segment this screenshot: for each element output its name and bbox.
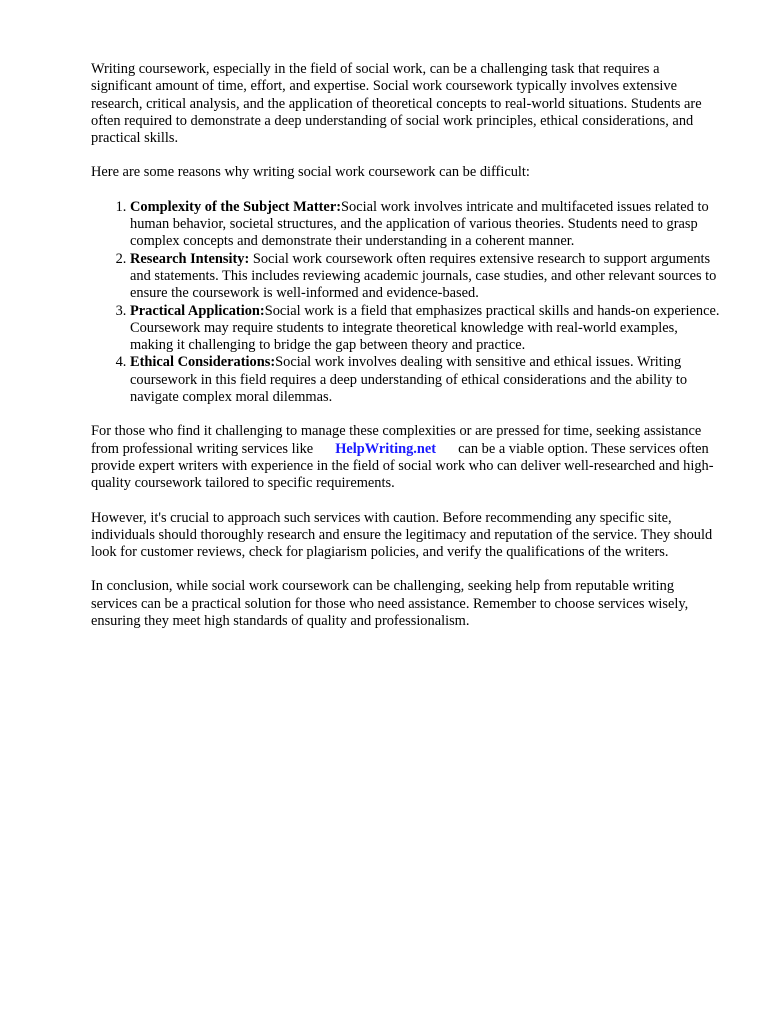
document-page [91,61,723,647]
reason-item-complexity [130,199,723,251]
reason-term: Research Intensity: [130,250,250,267]
reason-term: Practical Application: [130,302,265,319]
assistance-text-before: For those who find it challenging to manage these complexities or are pressed for time, seeking assistance from professional writing services like [91,423,702,457]
reason-term: Ethical Considerations: [130,354,276,371]
reason-text: Social work involves dealing with sensitive and ethical issues. Writing coursework in this field requires a deep understanding of ethical considerations and the ability to navigate complex moral dilemmas. [130,354,688,406]
caution-paragraph: However, it's crucial to approach such services with caution. Before recommending any specific site, individuals should thoroughly research and ensure the legitimacy and reputation of the service. They should look for customer reviews, check for plagiarism policies, and verify the qualifications of the writers. [91,509,713,561]
reason-text: Social work coursework often requires extensive research to support arguments and statements. This includes reviewing academic journals, case studies, and other relevant sources to ensure the coursework is well-informed and evidence-based. [130,250,717,302]
reason-item-ethical [130,354,723,406]
reason-item-practical [130,303,723,355]
reasons-list [91,199,723,407]
assistance-text-after: can be a viable option. These services often provide expert writers with experience in the field of social work who can deliver well-researched and high-quality coursework tailored to specific requirements. [91,440,714,492]
helpwriting-link[interactable]: HelpWriting.net [335,440,437,457]
reasons-lead-paragraph: Here are some reasons why writing social work coursework can be difficult: [91,164,530,181]
reason-item-research [130,251,723,303]
reason-text: Social work involves intricate and multifaceted issues related to human behavior, societal structures, and the application of various theories. Students need to grasp complex concepts and demonstrate their understanding in a coherent manner. [130,198,709,250]
reason-term: Complexity of the Subject Matter: [130,198,342,215]
conclusion-paragraph: In conclusion, while social work coursework can be challenging, seeking help from reputable writing services can be a practical solution for those who need assistance. Remember to choose services wisely, ensuring they meet high standards of quality and professionalism. [91,578,689,630]
intro-paragraph: Writing coursework, especially in the field of social work, can be a challenging task that requires a significant amount of time, effort, and expertise. Social work coursework typically involves extensive research, critical analysis, and the application of theoretical concepts to real-world situations. Students are often required to demonstrate a deep understanding of social work principles, ethical considerations, and practical skills. [91,61,702,147]
assistance-paragraph [91,423,723,492]
reason-text: Social work is a field that emphasizes practical skills and hands-on experience. Coursework may require students to integrate theoretical knowledge with real-world examples, making it challenging to bridge the gap between theory and practice. [130,302,720,354]
